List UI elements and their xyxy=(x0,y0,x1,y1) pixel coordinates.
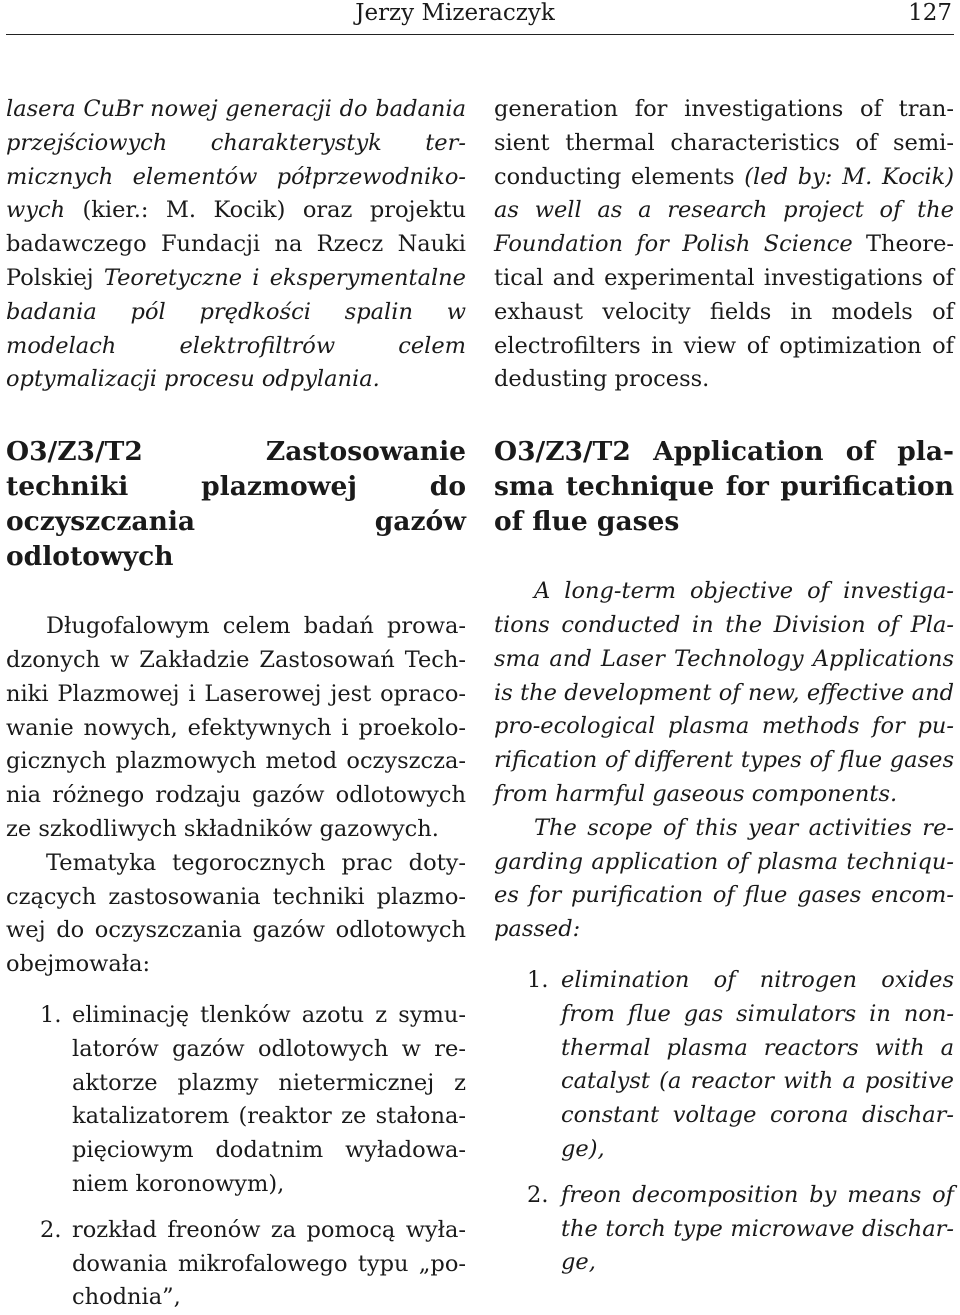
intro-paragraph-en xyxy=(494,93,954,397)
intro-italic-1-pl: lasera CuBr nowej generacji do badania przejściowych charakterystyk termicznych elementów półprzewodnikowych xyxy=(6,96,466,224)
running-head-author: Jerzy Mizeraczyk xyxy=(355,0,555,26)
body-paragraph-1-pl: Długofalowym celem badań prowadzonych w Zakładzie Zastosowań Techniki Plazmowej i Laserowej jest opracowanie nowych, efektywnych i proekologicznych plazmowych metod oczyszczania różnego rodzaju gazów odlotowych ze szkodliwych składników gazowych. xyxy=(6,613,466,842)
section-heading-en: O3/Z3/T2 Application of plasma technique for purification of flue gases xyxy=(494,436,954,538)
list-item xyxy=(6,999,466,1202)
list-item-number: 2. xyxy=(527,1181,549,1208)
intro-italic-2-pl: Teoretyczne i eksperymentalne badania pól prędkości spalin w modelach elektrofiltrów celem optymalizacji procesu odpylania. xyxy=(6,264,466,393)
polish-column xyxy=(6,93,466,1315)
english-column xyxy=(494,93,954,1280)
page-number: 127 xyxy=(908,0,952,26)
enumerated-list-en xyxy=(494,964,954,1280)
list-item-number: 1. xyxy=(40,1001,62,1028)
list-item xyxy=(494,964,954,1167)
intro-normal-1-pl: (kier.: M. Kocik) oraz projektu badawczego Fundacji na Rzecz Nauki Polskiej xyxy=(6,197,466,291)
page-header xyxy=(0,0,960,34)
list-item-text: eliminację tlenków azotu z symulatorów gazów odlotowych w reaktorze plazmy nietermicznej z katalizatorem (reaktor ze stałonapięciowym dodatnim wyładowaniem koronowym), xyxy=(72,1001,466,1197)
intro-normal-2-en: Theoretical and experimental investigations of exhaust velocity fields in models of electrofilters in view of optimization of dedusting process. xyxy=(494,231,954,393)
list-item-number: 1. xyxy=(527,966,549,993)
list-item-number: 2. xyxy=(40,1216,62,1243)
intro-normal-1-en: generation for investigations of transient thermal characteristics of semiconducting elements xyxy=(494,96,954,190)
enumerated-list-pl xyxy=(6,999,466,1315)
intro-italic-1-en: (led by: M. Kocik) as well as a research project of the Foundation for Polish Science xyxy=(494,163,954,258)
list-item-text: freon decomposition by means of the torch type microwave discharge, xyxy=(561,1181,954,1276)
list-item-text: rozkład freonów za pomocą wyładowania mikrofalowego typu „pochodnia”, xyxy=(72,1216,466,1311)
list-item-text: elimination of nitrogen oxides from flue gas simulators in nonthermal plasma reactors with a catalyst (a reactor with a positive constant voltage corona discharge), xyxy=(561,966,954,1162)
intro-paragraph-pl xyxy=(6,93,466,397)
list-item xyxy=(6,1214,466,1315)
header-rule xyxy=(6,34,954,35)
body-paragraph-1-en: A long-term objective of investigations conducted in the Division of Plasma and Laser Technology Applications is the development of new, effective and pro-ecological plasma methods for purification of different types of flue gases from harmful gaseous components. xyxy=(494,578,954,807)
body-paragraph-2-en: The scope of this year activities regarding application of plasma techniques for purification of flue gases encompassed: xyxy=(494,814,954,943)
body-paragraph-2-pl: Tematyka tegorocznych prac dotyczących zastosowania techniki plazmowej do oczyszczania gazów odlotowych obejmowała: xyxy=(6,849,466,978)
section-heading-pl: O3/Z3/T2 Zastosowanie techniki plazmowej do oczyszczania gazów odlotowych xyxy=(6,436,466,573)
list-item xyxy=(494,1179,954,1280)
